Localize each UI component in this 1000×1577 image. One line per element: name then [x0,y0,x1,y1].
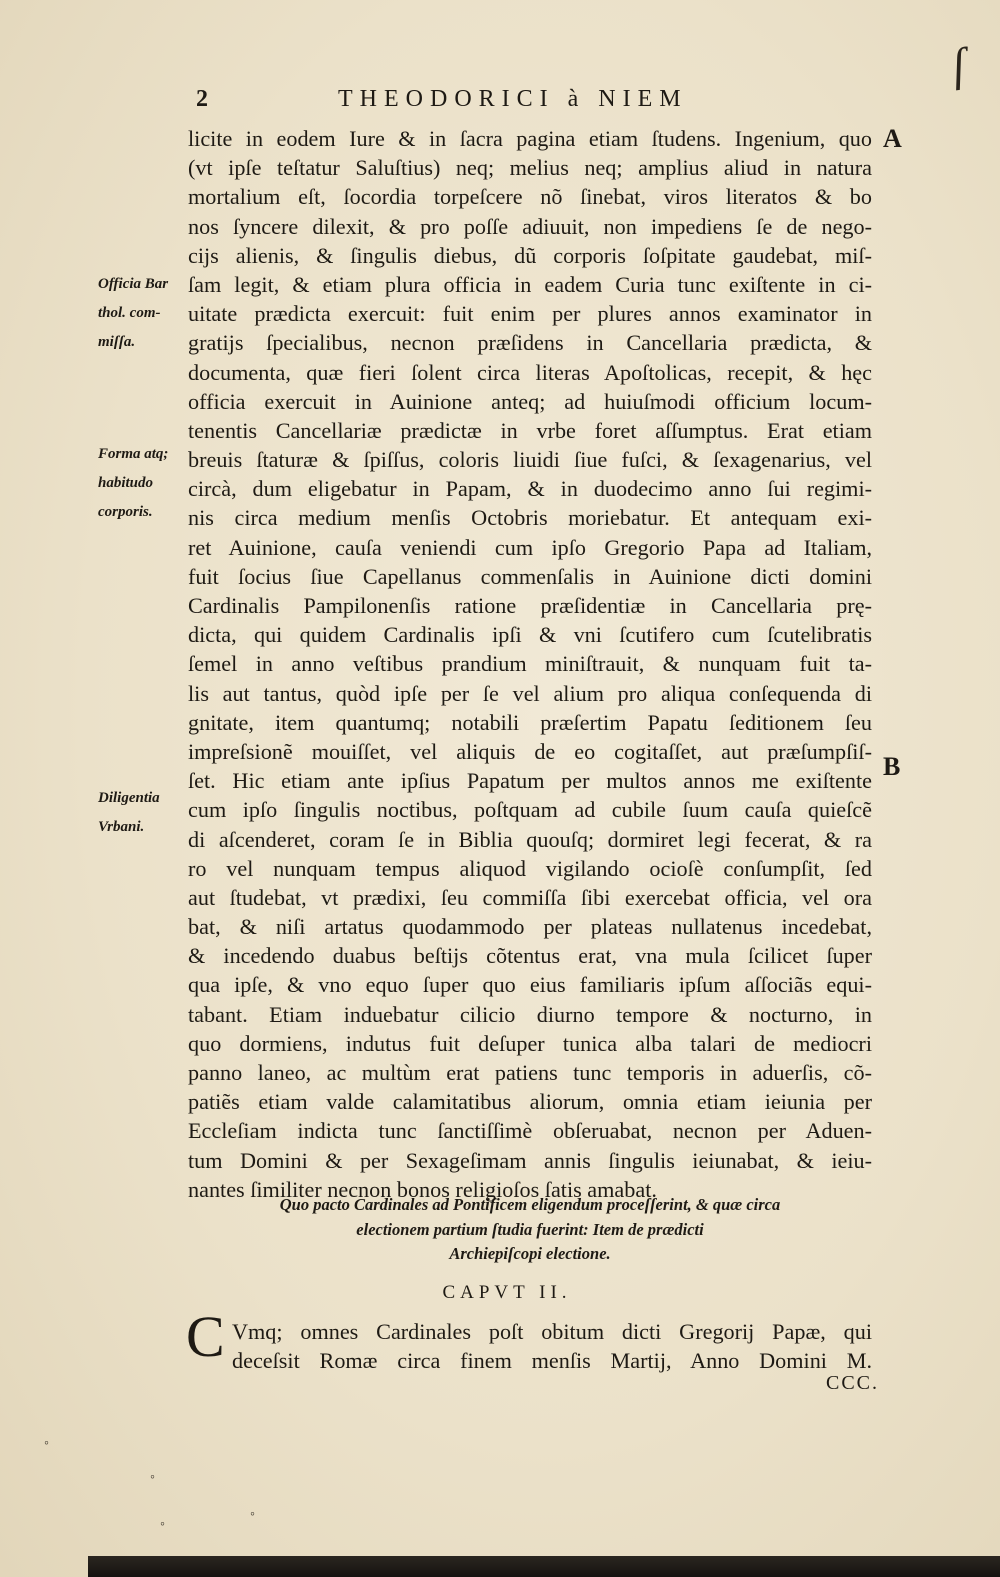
text-line: ſemel in anno veſtibus prandium miniſtrauit, & nunquam fuit ta- [188,651,872,677]
text-line: deceſsit Romæ circa finem menſis Martij, Anno Domini M. [232,1348,872,1373]
text-line: ſam legit, & etiam plura officia in eadem Curia tunc exiſtente in ci- [188,271,872,297]
page-header [0,86,1000,122]
section-letter-b: B [883,752,901,781]
chapter-heading: CAPVT II. [442,1282,572,1303]
marginal-note-line: Vrbani. [98,819,145,835]
text-line: (vt ipſe teſtatur Saluſtius) neq; melius neq; amplius aliud in natura [188,155,872,181]
text-line: nantes ſimiliter necnon bonos religioſos ſatis amabat. [188,1176,657,1202]
text-line: & incedendo duabus beſtijs cõtentus erat, vna mula ſcilicet ſuper [188,943,872,969]
marginal-note-line: Forma atq; [98,446,169,462]
marginal-note-line: Officia Bar [98,276,169,292]
text-line: fuit ſocius ſiue Capellanus commenſalis in Auinione dicti domini [188,563,872,589]
text-line: bat, & niſi artatus quodammodo per plateas nullatenus incedebat, [188,914,872,940]
text-line: di aſcenderet, coram ſe in Biblia quouſq; dormiret legi fecerat, & ra [188,826,872,852]
text-line: mortalium eſt, ſocordia torpeſcere nõ ſinebat, viros literatos & bo [188,184,872,210]
ink-speck: ◦ [150,1470,155,1485]
text-line: dicta, qui quidem Cardinalis ipſi & vni ſcutifero cum ſcutelibratis [188,622,872,648]
text-line: officia exercuit in Auinione anteq; ad huiuſmodi officium locum- [188,388,872,414]
ink-speck: ◦ [250,1507,255,1522]
text-line: tabant. Etiam induebatur cilicio diurno tempore & nocturno, in [188,1001,872,1027]
summary-line: Quo pacto Cardinales ad Pontificem eligendum proceſſerint, & quæ circa [279,1195,781,1214]
text-line: ro vel nunquam tempus aliquod vigilando ocioſè conſumpſit, ſed [188,855,872,881]
marginal-note-diligentia [98,784,184,842]
text-line: tum Domini & per Sexageſimam annis ſingulis ieiunabat, & ieiu- [188,1147,872,1173]
text-line: gratijs ſpecialibus, necnon præſidens in Cancellaria prædicta, & [188,330,872,356]
chapter-summary [240,1193,820,1267]
text-line: qua ipſe, & vno equo ſuper quo eius familiaris ipſum aſſociãs equi- [188,972,872,998]
text-line: licite in eodem Iure & in ſacra pagina etiam ſtudens. Ingenium, quo [188,126,872,151]
text-line: nis circa medium menſis Octobris moriebatur. Et antequam exi- [188,505,872,531]
chapter-tail-numeral: CCC. [826,1372,880,1394]
marginal-note-line: Diligentia [98,790,160,806]
text-line: breuis ſtaturæ & ſpiſſus, coloris liuidi ſiue fuſci, & ſexagenarius, vel [188,447,872,473]
marginal-note-line: thol. com- [98,305,161,321]
text-line: quo dormiens, indutus fuit deſuper tunica alba talari de mediocri [188,1030,872,1056]
text-line: tenentis Cancellariæ prædictæ in vrbe foret aſſumptus. Erat etiam [188,417,872,443]
section-letter-a: A [883,124,902,153]
text-line: documenta, quæ fieri ſolent circa literas Apoſtolicas, recepit, & hęc [188,359,872,385]
text-line: ret Auinione, cauſa veniendi cum ipſo Gregorio Papa ad Italiam, [188,534,872,560]
text-line: nos ſyncere dilexit, & pro poſſe adiuuit, non impediens ſe de nego- [188,213,872,239]
running-title: THEODORICI à NIEM [338,86,688,112]
chapter-text-block [232,1317,872,1375]
page-number: 2 [196,86,208,112]
marginal-note-line: habitudo [98,475,154,491]
summary-line: electionem partium ſtudia fuerint: Item de prædicti [356,1219,704,1239]
text-line: Vmq; omnes Cardinales poſt obitum dicti Gregorij Papæ, qui [232,1319,872,1344]
summary-line: Archiepiſcopi electione. [449,1244,611,1263]
text-line: gnitate, item quantumq; notabili præſertim Papatu ſeditionem ſeu [188,709,872,735]
text-line: circà, dum eligebatur in Papam, & in duodecimo anno ſui regimi- [188,476,872,502]
text-line: patiẽs etiam valde calamitatibus aliorum, omnia etiam ieiunia per [188,1089,872,1115]
marginal-note-line: miſſa. [98,334,136,350]
main-text-block [188,124,872,1204]
text-line: uitate prædicta exercuit: fuit enim per plures annos examinator in [188,301,872,327]
text-line: Eccleſiam indicta tunc ſanctiſſimè obſeruabat, necnon per Aduen- [188,1118,872,1144]
marginal-note-line: corporis. [98,504,153,520]
text-line: cum ipſo ſingulis noctibus, poſtquam ad cubile ſuum cauſa quieſcẽ [188,797,872,823]
text-line: lis aut tantus, quòd ipſe per ſe vel alium pro aliqua conſequenda di [188,680,872,706]
text-line: impreſsionẽ mouiſſet, vel aliquis de eo cogitaſſet, aut præſumpſiſ- [188,738,872,764]
text-line: cijs alienis, & ſingulis diebus, dũ corporis ſoſpitate gaudebat, miſ- [188,242,872,268]
ink-speck: ◦ [44,1436,49,1451]
text-line: aut ſtudebat, vt prædixi, ſeu commiſſa ſibi exercebat officia, vel ora [188,884,872,910]
ink-speck: ◦ [160,1517,165,1532]
corner-ink-mark: ſ [948,38,969,91]
text-line: Cardinalis Pampilonenſis ratione præſidentiæ in Cancellaria prę- [188,593,872,618]
text-line: panno laneo, ac multùm erat patiens tunc temporis in aduerſis, cõ- [188,1060,872,1085]
scan-edge-band [88,1556,1000,1577]
drop-initial: C [186,1304,225,1369]
marginal-note-officia [98,270,184,357]
text-line: ſet. Hic etiam ante ipſius Papatum per multos annos me exiſtente [188,768,872,794]
marginal-note-forma [98,440,184,527]
